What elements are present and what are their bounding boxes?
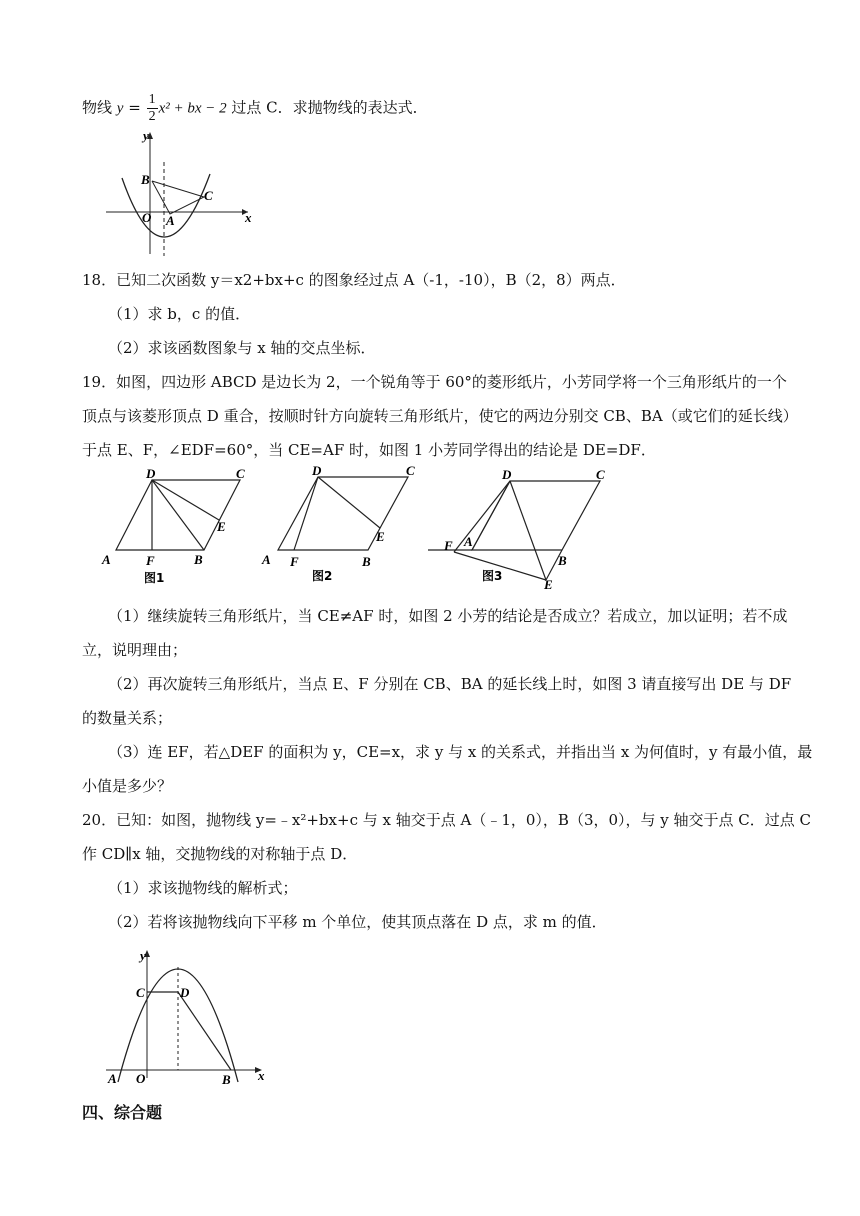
fig2-DE xyxy=(318,477,380,528)
q17-eq-eq: = xyxy=(123,98,146,117)
q17-eq-rest: x² + bx − 2 xyxy=(158,100,227,117)
q20-stem-1: 20．已知：如图，抛物线 y=﹣x²+bx+c 与 x 轴交于点 A（﹣1，0），B（3，0），与 y 轴交于点 C．过点 C xyxy=(82,811,812,829)
q20-figure xyxy=(100,944,280,1090)
fig1-caption: 图1 xyxy=(144,571,165,585)
fig1-label-D: D xyxy=(146,466,156,481)
q17-label-x: x xyxy=(245,210,252,225)
fig1-label-F: F xyxy=(146,553,155,568)
q17-label-O: O xyxy=(142,210,152,225)
q18-stem: 18．已知二次函数 y＝x2+bx+c 的图象经过点 A（-1，-10），B（2，8）两点． xyxy=(82,271,626,289)
q19-figure-3 xyxy=(420,466,620,590)
q20-stem-2: 作 CD∥x 轴，交抛物线的对称轴于点 D． xyxy=(82,845,358,863)
fig1-label-E: E xyxy=(217,519,226,534)
fig3-label-A: A xyxy=(464,534,473,549)
q19-part2-b: 的数量关系； xyxy=(82,709,173,727)
q17-prefix: 物线 xyxy=(82,98,113,117)
q19-stem-3: 于点 E、F，∠EDF=60°，当 CE=AF 时，如图 1 小芳同学得出的结论是 DE=DF． xyxy=(82,441,656,459)
fig1-DB xyxy=(152,480,204,550)
fig3-label-C: C xyxy=(596,467,605,482)
q19-stem-2: 顶点与该菱形顶点 D 重合，按顺时针方向旋转三角形纸片，使它的两边分别交 CB、BA（或它们的延长线） xyxy=(82,407,798,425)
fig1-label-C: C xyxy=(236,466,245,481)
fig2-label-A: A xyxy=(262,552,271,567)
q17-frac-den: 2 xyxy=(148,109,156,124)
fig3-DE xyxy=(510,481,546,580)
q17-label-A: A xyxy=(166,213,175,228)
fig2-label-F: F xyxy=(290,554,299,569)
q19-part1-b: 立，说明理由； xyxy=(82,641,188,659)
q19-stem-1: 19．如图，四边形 ABCD 是边长为 2，一个锐角等于 60°的菱形纸片，小芳同学将一个三角形纸片的一个 xyxy=(82,373,787,391)
q17-label-B: B xyxy=(141,172,150,187)
fig3-label-F: F xyxy=(444,538,453,553)
q20-label-x: x xyxy=(258,1068,265,1083)
fig2-label-B: B xyxy=(362,554,371,569)
q17-triangle xyxy=(152,181,204,214)
fig2-label-E: E xyxy=(376,529,385,544)
q17-eq-y: y xyxy=(116,100,124,117)
fig3-DF xyxy=(454,481,510,552)
q20-part2: （2）若将该抛物线向下平移 m 个单位，使其顶点落在 D 点，求 m 的值． xyxy=(108,913,607,931)
fig1-DE xyxy=(152,480,219,520)
q20-label-y: y xyxy=(140,948,146,963)
fig2-caption: 图2 xyxy=(312,569,333,583)
q17-label-C: C xyxy=(204,188,213,203)
fig1-label-B: B xyxy=(194,552,203,567)
q18-part1: （1）求 b，c 的值． xyxy=(108,305,251,323)
q19-part2-a: （2）再次旋转三角形纸片，当点 E、F 分别在 CB、BA 的延长线上时，如图 3 请直接写出 DE 与 DF xyxy=(108,675,792,693)
fig3-label-B: B xyxy=(558,553,567,568)
q17-figure xyxy=(100,128,260,260)
q20-label-C: C xyxy=(136,985,145,1000)
fig1-label-A: A xyxy=(102,552,111,567)
q20-label-O: O xyxy=(136,1071,146,1086)
q17-suffix: 过点 C．求抛物线的表达式． xyxy=(226,98,428,117)
fig3-caption: 图3 xyxy=(482,569,503,583)
section-heading: 四、综合题 xyxy=(82,1103,163,1122)
q17-line xyxy=(82,92,428,125)
q19-figure-2 xyxy=(258,462,428,586)
q20-label-B: B xyxy=(222,1072,231,1087)
q18-part2: （2）求该函数图象与 x 轴的交点坐标． xyxy=(108,339,376,357)
q19-part3-a: （3）连 EF，若△DEF 的面积为 y，CE=x，求 y 与 x 的关系式，并指出当 x 为何值时，y 有最小值，最 xyxy=(108,743,813,761)
q19-part3-b: 小值是多少？ xyxy=(82,777,173,795)
fig3-label-E: E xyxy=(544,577,553,590)
q17-frac-num: 1 xyxy=(148,92,156,107)
fig2-label-C: C xyxy=(406,463,415,478)
fig3-label-D: D xyxy=(502,467,512,482)
q17-label-y: y xyxy=(143,128,149,143)
q19-part1-a: （1）继续旋转三角形纸片，当 CE≠AF 时，如图 2 小芳的结论是否成立？若成立，加以证明；若不成 xyxy=(108,607,788,625)
q20-label-D: D xyxy=(180,985,190,1000)
fig3-AD-extra xyxy=(472,481,510,550)
q17-fraction xyxy=(147,92,158,125)
fig2-label-D: D xyxy=(312,463,322,478)
q20-part1: （1）求该抛物线的解析式； xyxy=(108,879,298,897)
q19-figure-1 xyxy=(96,465,256,585)
q20-label-A: A xyxy=(108,1071,117,1086)
